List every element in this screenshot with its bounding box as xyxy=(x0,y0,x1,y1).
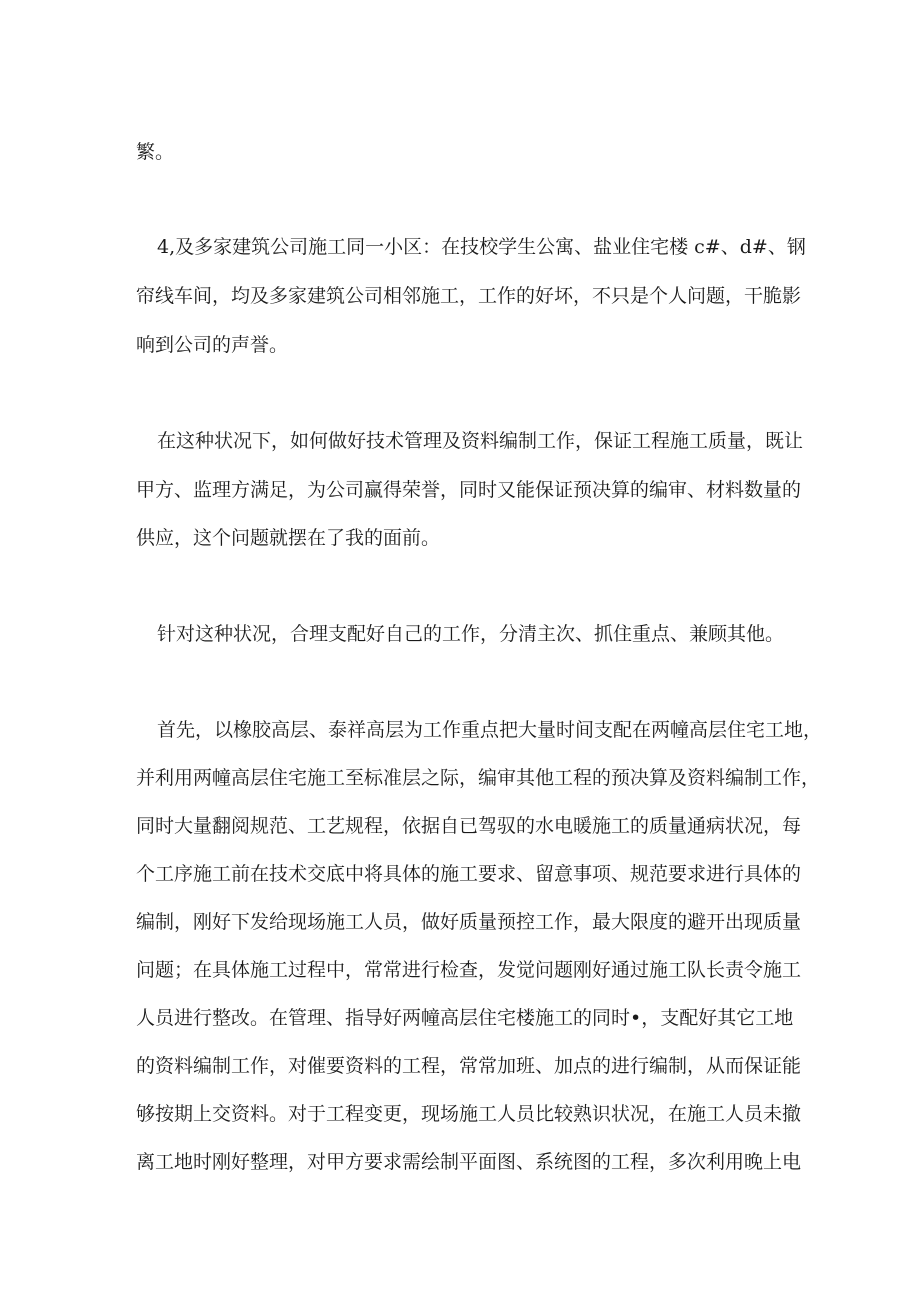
paragraph-5-line-9: 够按期上交资料。对于工程变更，现场施工人员比较熟识状况，在施工人员未撤 xyxy=(136,1103,802,1125)
paragraph-3-line-3: 供应，这个问题就摆在了我的面前。 xyxy=(136,527,441,549)
paragraph-4-line-1: 针对这种状况，合理支配好自己的工作，分清主次、抓住重点、兼顾其他。 xyxy=(157,623,785,645)
paragraph-5-line-8: 的资料编制工作，对催要资料的工程，常常加班、加点的进行编制，从而保证能 xyxy=(136,1055,802,1077)
paragraph-3-line-1: 在这种状况下，如何做好技术管理及资料编制工作，保证工程施工质量，既让 xyxy=(157,430,804,452)
paragraph-1-line-1: 繁。 xyxy=(136,141,175,163)
paragraph-5-line-6: 问题；在具体施工过程中，常常进行检查，发觉问题刚好通过施工队长责令施工 xyxy=(136,959,802,981)
paragraph-2-line-2: 帘线车间，均及多家建筑公司相邻施工，工作的好坏，不只是个人问题，干脆影 xyxy=(136,285,802,307)
paragraph-5-line-1: 首先，以橡胶高层、泰祥高层为工作重点把大量时间支配在两幢高层住宅工地， xyxy=(157,719,823,741)
paragraph-5-line-10: 离工地时刚好整理，对甲方要求需绘制平面图、系统图的工程，多次利用晚上电 xyxy=(136,1151,802,1173)
paragraph-2-line-3: 响到公司的声誉。 xyxy=(136,334,289,356)
paragraph-5-line-5: 编制，刚好下发给现场施工人员，做好质量预控工作，最大限度的避开出现质量 xyxy=(136,911,802,933)
paragraph-5-line-3: 同时大量翻阅规范、工艺规程，依据自已驾驭的水电暖施工的质量通病状况，每 xyxy=(136,815,802,837)
paragraph-5-line-4: 个工序施工前在技术交底中将具体的施工要求、留意事项、规范要求进行具体的 xyxy=(136,863,802,885)
paragraph-3-line-2: 甲方、监理方满足，为公司赢得荣誉，同时又能保证预决算的编审、材料数量的 xyxy=(136,479,802,501)
paragraph-5-line-2: 并利用两幢高层住宅施工至标准层之际，编审其他工程的预决算及资料编制工作， xyxy=(136,767,821,789)
paragraph-5-line-7: 人员进行整改。在管理、指导好两幢高层住宅楼施工的同时•，支配好其它工地 xyxy=(136,1007,794,1029)
paragraph-2-line-1: 4,及多家建筑公司施工同一小区：在技校学生公寓、盐业住宅楼 c#、d#、钢 xyxy=(157,236,806,258)
